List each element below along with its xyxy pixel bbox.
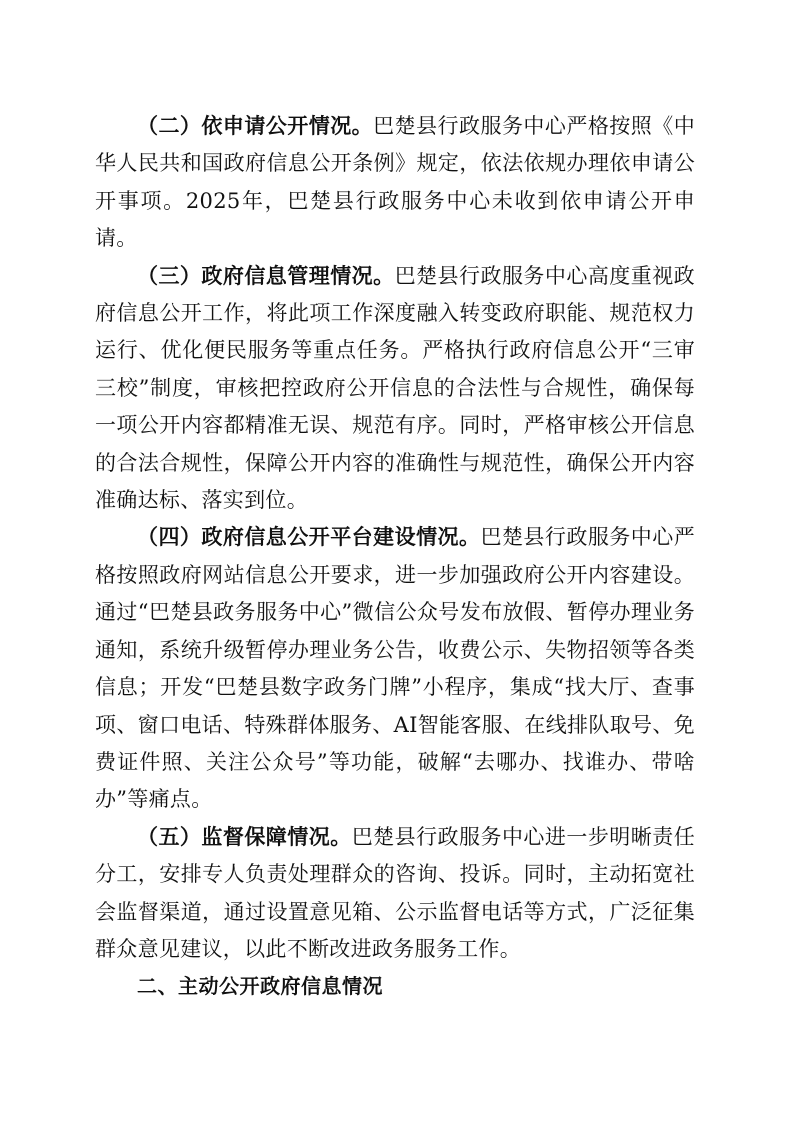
paragraph-body: 巴楚县行政服务中心进一步明晰责任分工，安排专人负责处理群众的咨询、投诉。同时，主动拓宽社会监督渠道，通过设置意见箱、公示监督电话等方式，广泛征集群众意见建议，以此不断改进政务服务工作。 xyxy=(95,824,695,961)
paragraph-body: 巴楚县行政服务中心严格按照《中华人民共和国政府信息公开条例》规定，依法依规办理依申请公开事项。2025年，巴楚县行政服务中心未收到依申请公开申请。 xyxy=(95,114,695,251)
paragraph-body: 巴楚县行政服务中心严格按照政府网站信息公开要求，进一步加强政府公开内容建设。通过“巴楚县政务服务中心”微信公众号发布放假、暂停办理业务通知，系统升级暂停办理业务公告，收费公示、失物招领等各类信息；开发“巴楚县数字政务门牌”小程序，集成“找大厅、查事项、窗口电话、特殊群体服务、AI智能客服、在线排队取号、免费证件照、关注公众号”等功能，破解“去哪办、找谁办、带啥办”等痛点。 xyxy=(95,525,695,812)
paragraph-lead: （五）监督保障情况。 xyxy=(137,824,352,849)
paragraph-application-disclosure xyxy=(95,108,695,258)
paragraph-platform-construction xyxy=(95,519,695,818)
paragraph-body: 巴楚县行政服务中心高度重视政府信息公开工作，将此项工作深度融入转变政府职能、规范权力运行、优化便民服务等重点任务。严格执行政府信息公开“三审三校”制度，审核把控政府公开信息的合法性与合规性，确保每一项公开内容都精准无误、规范有序。同时，严格审核公开信息的合法合规性，保障公开内容的准确性与规范性，确保公开内容准确达标、落实到位。 xyxy=(95,263,695,513)
section-heading: 二、主动公开政府信息情况 xyxy=(137,974,383,999)
paragraph-lead: （二）依申请公开情况。 xyxy=(137,114,374,138)
paragraph-lead: （三）政府信息管理情况。 xyxy=(137,263,395,288)
paragraph-information-management xyxy=(95,258,695,520)
document-page xyxy=(95,108,695,1006)
paragraph-supervision xyxy=(95,819,695,969)
paragraph-lead: （四）政府信息公开平台建设情况。 xyxy=(137,525,481,550)
